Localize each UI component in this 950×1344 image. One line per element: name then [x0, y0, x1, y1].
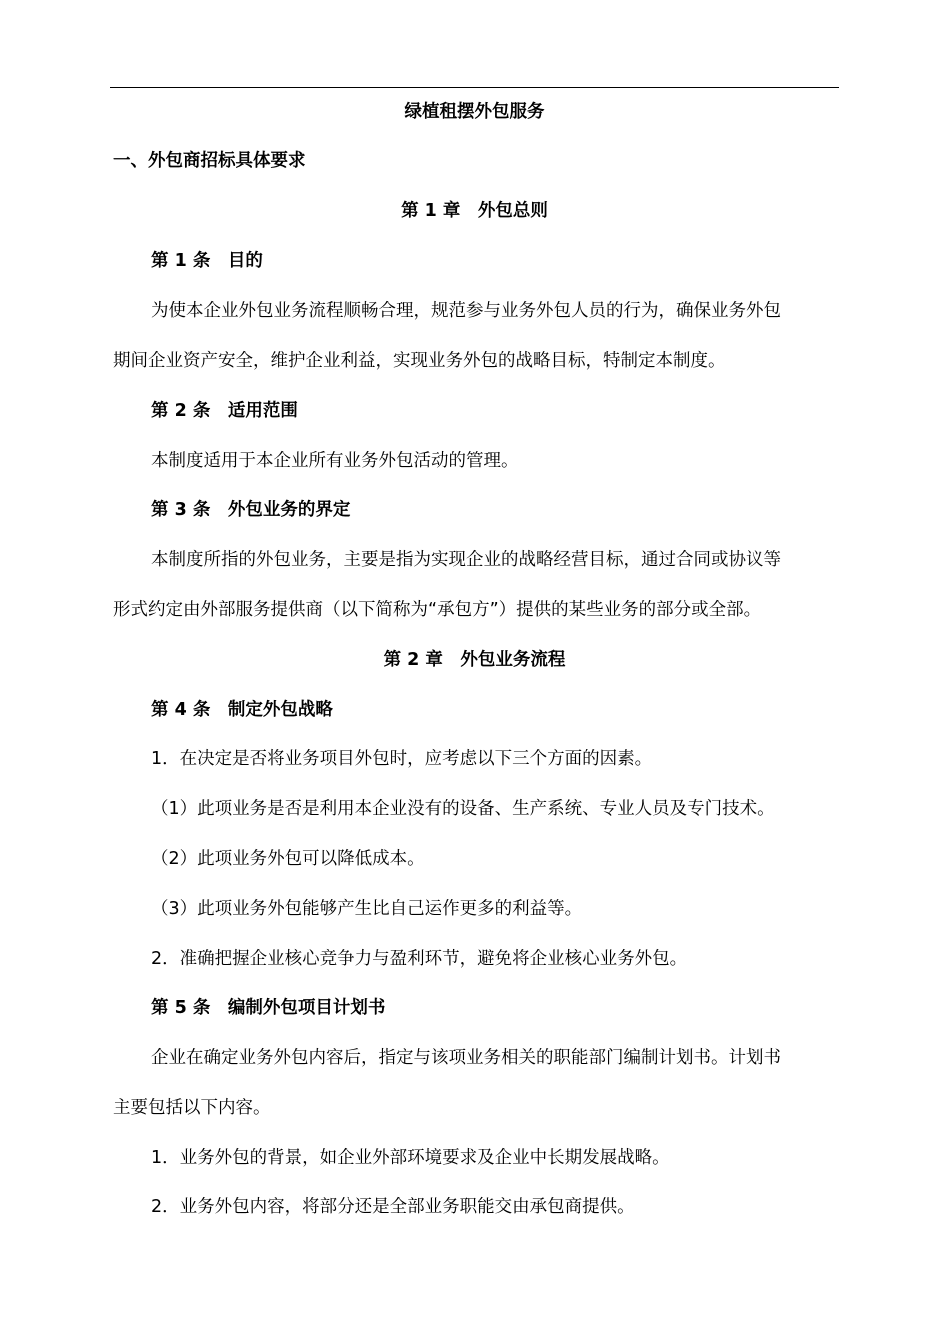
article-heading: 第 5 条 编制外包项目计划书	[151, 998, 386, 1018]
section-heading: 一、外包商招标具体要求	[113, 151, 306, 171]
sub-list-item: （3）此项业务外包能够产生比自己运作更多的利益等。	[151, 899, 583, 919]
header-rule	[110, 87, 839, 88]
article-heading: 第 4 条 制定外包战略	[151, 700, 333, 720]
list-item: 1．在决定是否将业务项目外包时，应考虑以下三个方面的因素。	[151, 749, 653, 769]
paragraph-line: 期间企业资产安全，维护企业利益，实现业务外包的战略目标，特制定本制度。	[113, 351, 726, 371]
list-item: 2．准确把握企业核心竞争力与盈利环节，避免将企业核心业务外包。	[151, 949, 688, 969]
list-item: 2．业务外包内容，将部分还是全部业务职能交由承包商提供。	[151, 1197, 635, 1217]
chapter-heading: 第 2 章 外包业务流程	[383, 650, 566, 670]
paragraph-line: 为使本企业外包业务流程顺畅合理，规范参与业务外包人员的行为，确保业务外包	[151, 301, 781, 321]
chapter-heading: 第 1 章 外包总则	[401, 201, 548, 221]
list-item: 1．业务外包的背景，如企业外部环境要求及企业中长期发展战略。	[151, 1148, 670, 1168]
paragraph-line: 主要包括以下内容。	[113, 1098, 271, 1118]
document-title: 绿植租摆外包服务	[404, 102, 545, 122]
article-heading: 第 2 条 适用范围	[151, 401, 298, 421]
sub-list-item: （2）此项业务外包可以降低成本。	[151, 849, 425, 869]
paragraph-line: 本制度适用于本企业所有业务外包活动的管理。	[151, 451, 519, 471]
paragraph-line: 企业在确定业务外包内容后，指定与该项业务相关的职能部门编制计划书。计划书	[151, 1048, 781, 1068]
sub-list-item: （1）此项业务是否是利用本企业没有的设备、生产系统、专业人员及专门技术。	[151, 799, 775, 819]
paragraph-line: 形式约定由外部服务提供商（以下简称为“承包方”）提供的某些业务的部分或全部。	[113, 600, 762, 620]
paragraph-line: 本制度所指的外包业务，主要是指为实现企业的战略经营目标，通过合同或协议等	[151, 550, 781, 570]
article-heading: 第 3 条 外包业务的界定	[151, 500, 351, 520]
article-heading: 第 1 条 目的	[151, 251, 263, 271]
